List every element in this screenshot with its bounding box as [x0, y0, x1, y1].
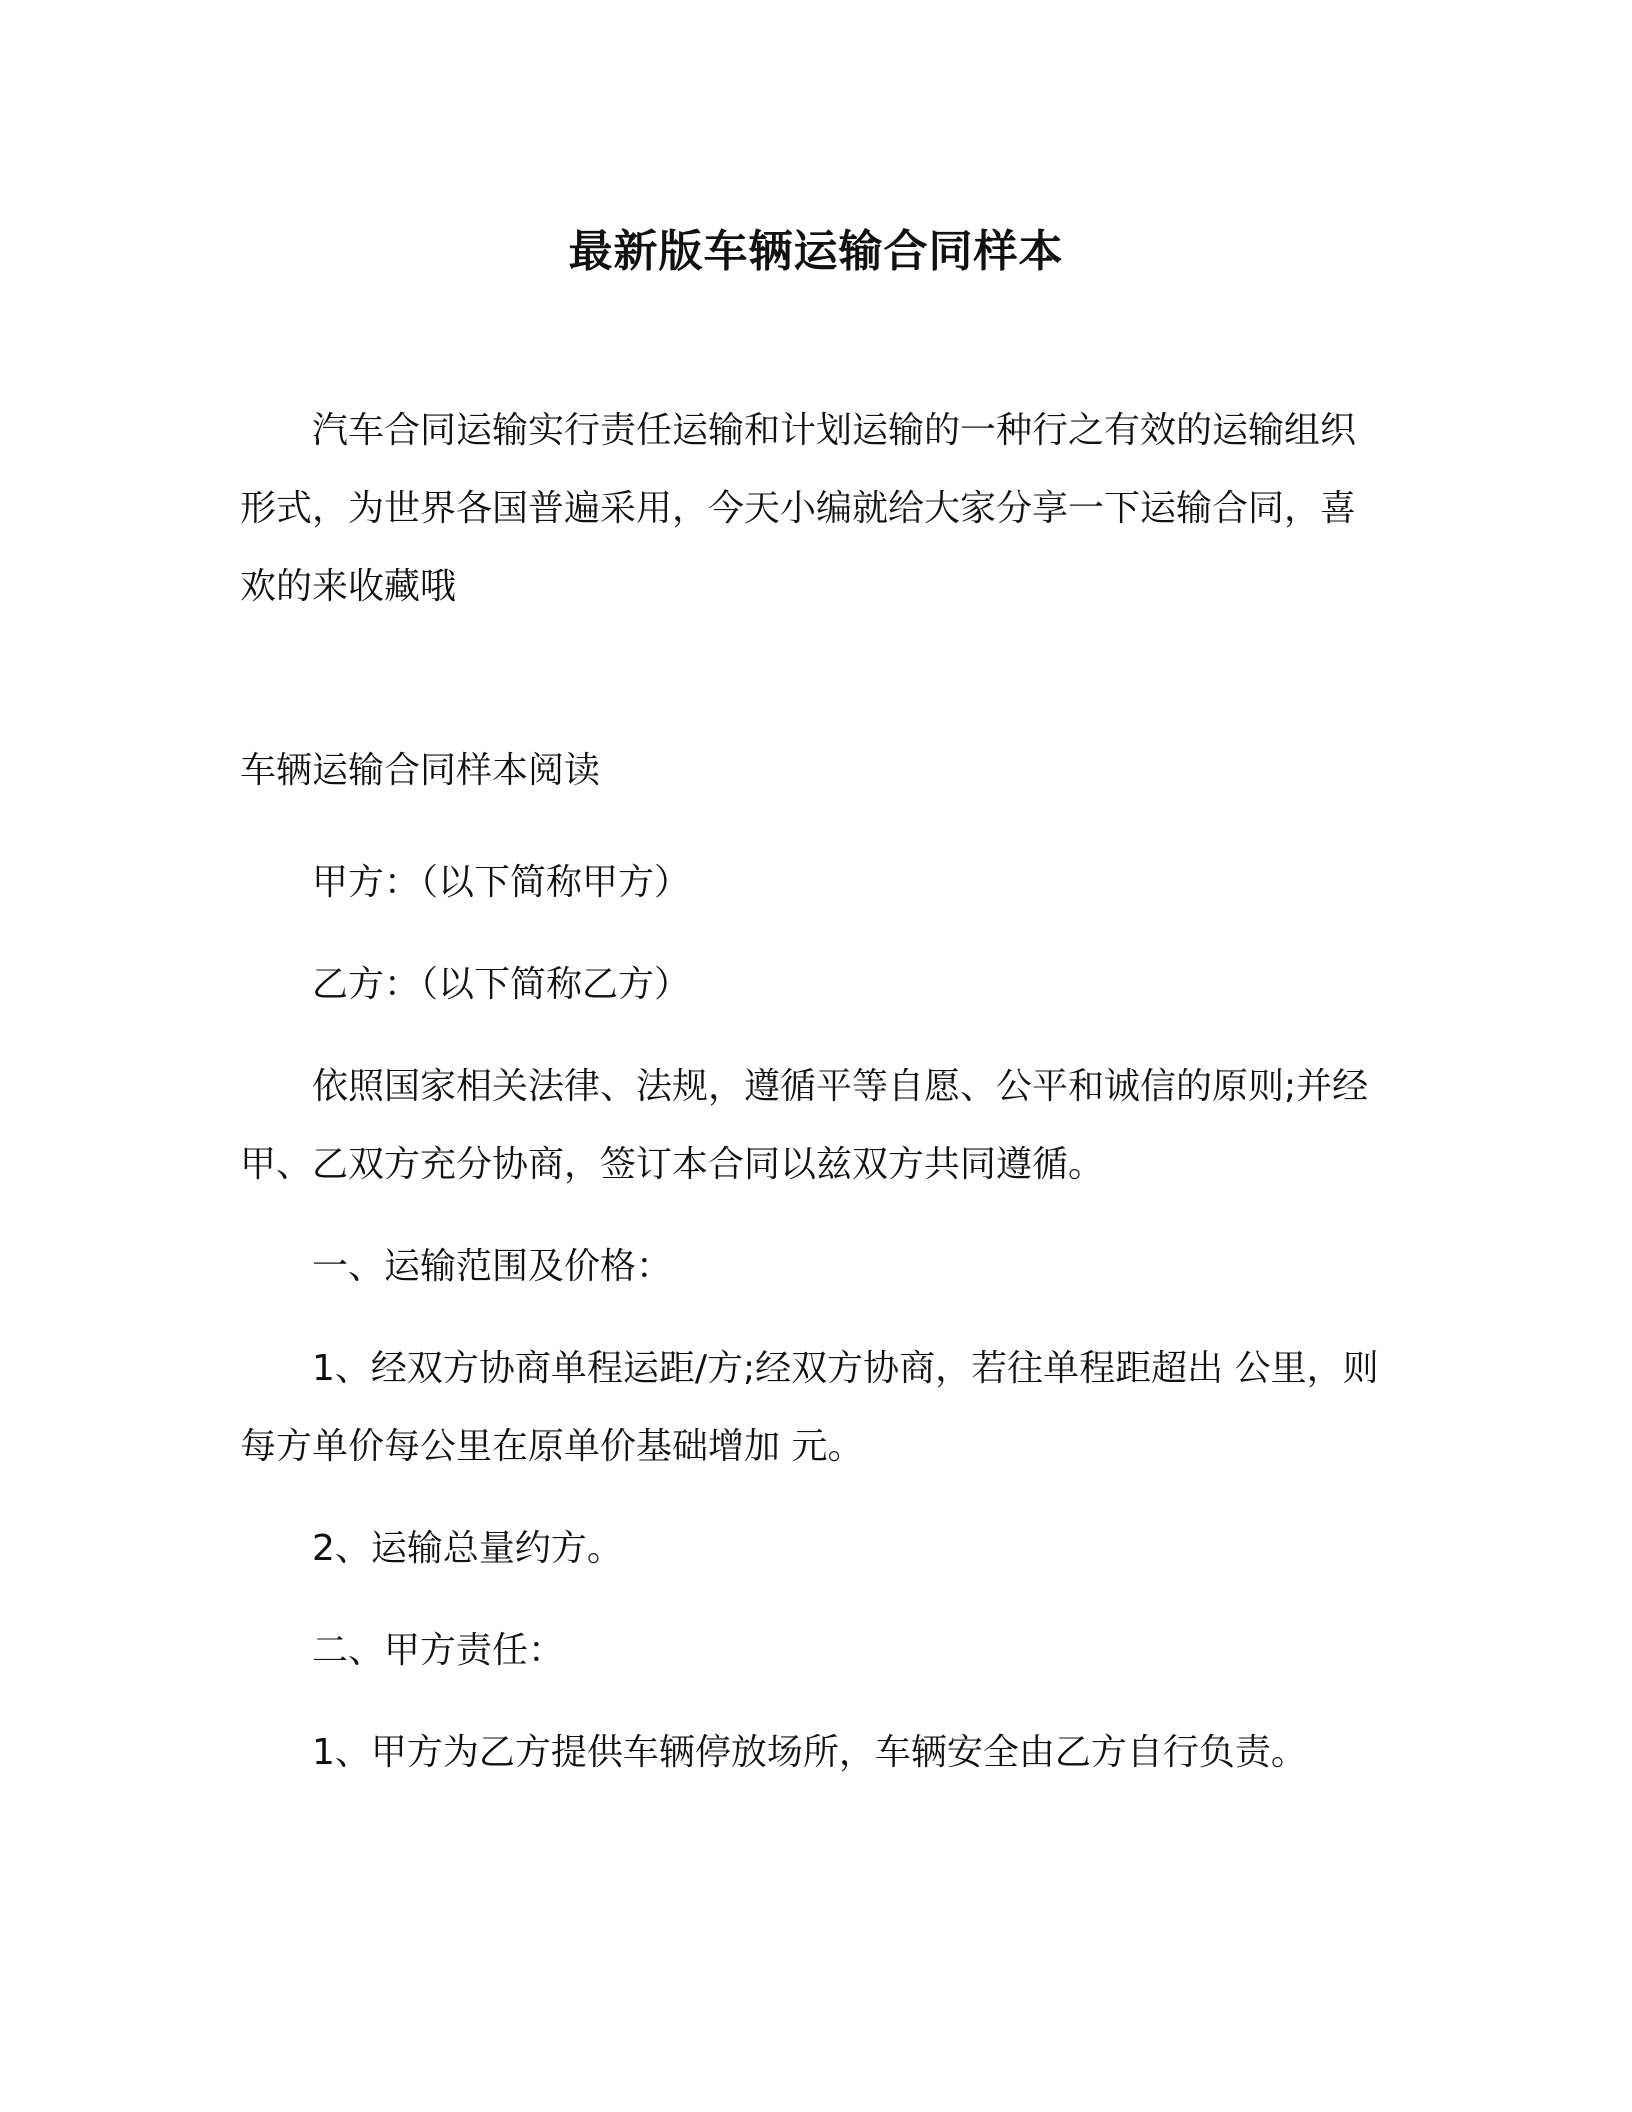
intro-paragraph: 汽车合同运输实行责任运输和计划运输的一种行之有效的运输组织形式，为世界各国普遍采用，今天小编就给大家分享一下运输合同，喜欢的来收藏哦 [240, 410, 1357, 607]
party-b-line: 乙方：（以下简称乙方） [312, 964, 691, 1005]
clause-2-title: 二、甲方责任： [312, 1630, 565, 1671]
clause-1-item-2: 2、运输总量约方。 [312, 1528, 623, 1569]
clause-1-item-1: 1、经双方协商单程运距/方;经双方协商，若往单程距超出 公里，则每方单价每公里在原单价基础增加 元。 [240, 1348, 1379, 1467]
document-body [240, 392, 1380, 1792]
section-heading: 车辆运输合同样本阅读 [240, 750, 601, 791]
clause-2-item-1: 1、甲方为乙方提供车辆停放场所，车辆安全由乙方自行负责。 [312, 1732, 1307, 1773]
document-title: 最新版车辆运输合同样本 [568, 226, 1064, 277]
clause-1-title: 一、运输范围及价格： [312, 1246, 673, 1287]
preamble-paragraph: 依照国家相关法律、法规，遵循平等自愿、公平和诚信的原则;并经甲、乙双方充分协商，签订本合同以兹双方共同遵循。 [240, 1066, 1369, 1185]
party-a-line: 甲方：（以下简称甲方） [312, 862, 691, 903]
